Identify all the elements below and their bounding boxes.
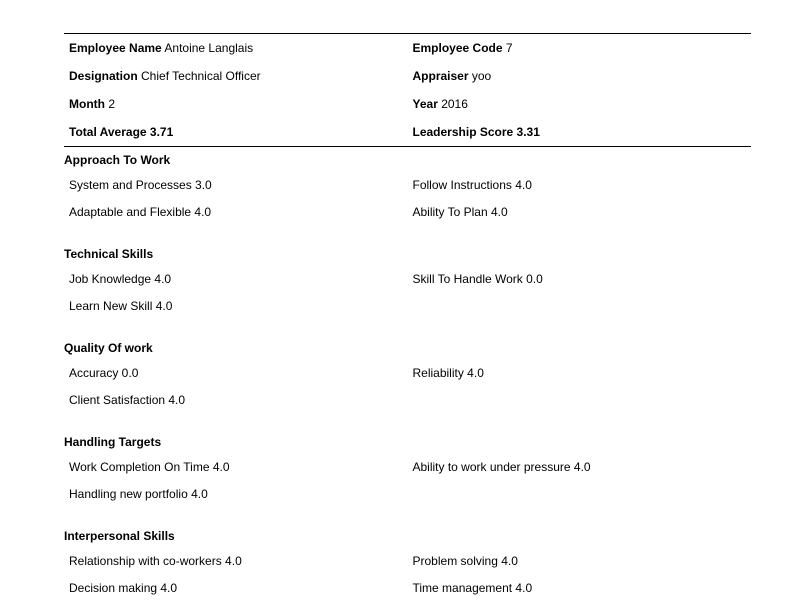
- score-item: Ability To Plan 4.0: [412, 204, 508, 219]
- header-row: [64, 118, 751, 146]
- designation-field: [64, 69, 408, 83]
- score-item: Handling new portfolio 4.0: [69, 486, 208, 501]
- leadership-score: Leadership Score 3.31: [412, 125, 540, 139]
- total-average-field: [64, 125, 408, 139]
- leadership-score-field: [408, 125, 752, 139]
- score-row: [64, 359, 751, 386]
- employee-name-label: Employee Name: [69, 41, 162, 55]
- score-item: Job Knowledge 4.0: [69, 271, 172, 286]
- employee-code-value: 7: [505, 41, 513, 55]
- section-technical-skills: [64, 241, 751, 335]
- employee-header: [64, 34, 751, 146]
- header-row: [64, 90, 751, 118]
- year-field: [408, 97, 752, 111]
- score-item: Follow Instructions 4.0: [412, 177, 532, 192]
- sections: [64, 147, 751, 601]
- section-title: Quality Of work: [64, 341, 153, 355]
- score-item: Reliability 4.0: [412, 365, 484, 380]
- section-quality-of-work: [64, 335, 751, 429]
- appraiser-label: Appraiser: [412, 69, 469, 83]
- section-title: Handling Targets: [64, 435, 162, 449]
- appraiser-field: [408, 69, 752, 83]
- section-title: Technical Skills: [64, 247, 154, 261]
- header-row: [64, 34, 751, 62]
- section-approach-to-work: [64, 147, 751, 241]
- score-item: Adaptable and Flexible 4.0: [69, 204, 212, 219]
- header-row: [64, 62, 751, 90]
- score-item: Time management 4.0: [412, 580, 533, 595]
- score-row: [64, 171, 751, 198]
- score-row: [64, 480, 751, 507]
- month-value: 2: [108, 97, 116, 111]
- score-row: [64, 198, 751, 225]
- total-average: Total Average 3.71: [69, 125, 174, 139]
- score-item: Decision making 4.0: [69, 580, 178, 595]
- score-item: Ability to work under pressure 4.0: [412, 459, 591, 474]
- designation-value: Chief Technical Officer: [141, 69, 261, 83]
- employee-code-field: [408, 41, 752, 55]
- score-item: Learn New Skill 4.0: [69, 298, 173, 313]
- section-interpersonal-skills: [64, 523, 751, 601]
- score-item: Problem solving 4.0: [412, 553, 518, 568]
- score-row: [64, 547, 751, 574]
- score-row: [64, 574, 751, 601]
- score-row: [64, 292, 751, 319]
- score-row: [64, 453, 751, 480]
- year-value: 2016: [441, 97, 468, 111]
- employee-code-label: Employee Code: [412, 41, 503, 55]
- score-item: Accuracy 0.0: [69, 365, 139, 380]
- appraisal-report: [64, 33, 751, 601]
- section-title: Approach To Work: [64, 153, 171, 167]
- employee-name-field: [64, 41, 408, 55]
- score-item: Work Completion On Time 4.0: [69, 459, 230, 474]
- score-item: Skill To Handle Work 0.0: [412, 271, 543, 286]
- score-item: Relationship with co-workers 4.0: [69, 553, 242, 568]
- section-title: Interpersonal Skills: [64, 529, 175, 543]
- score-row: [64, 265, 751, 292]
- section-handling-targets: [64, 429, 751, 523]
- year-label: Year: [412, 97, 438, 111]
- month-field: [64, 97, 408, 111]
- month-label: Month: [69, 97, 105, 111]
- employee-name-value: Antoine Langlais: [164, 41, 254, 55]
- score-item: Client Satisfaction 4.0: [69, 392, 186, 407]
- score-item: System and Processes 3.0: [69, 177, 212, 192]
- appraiser-value: yoo: [471, 69, 492, 83]
- score-row: [64, 386, 751, 413]
- designation-label: Designation: [69, 69, 138, 83]
